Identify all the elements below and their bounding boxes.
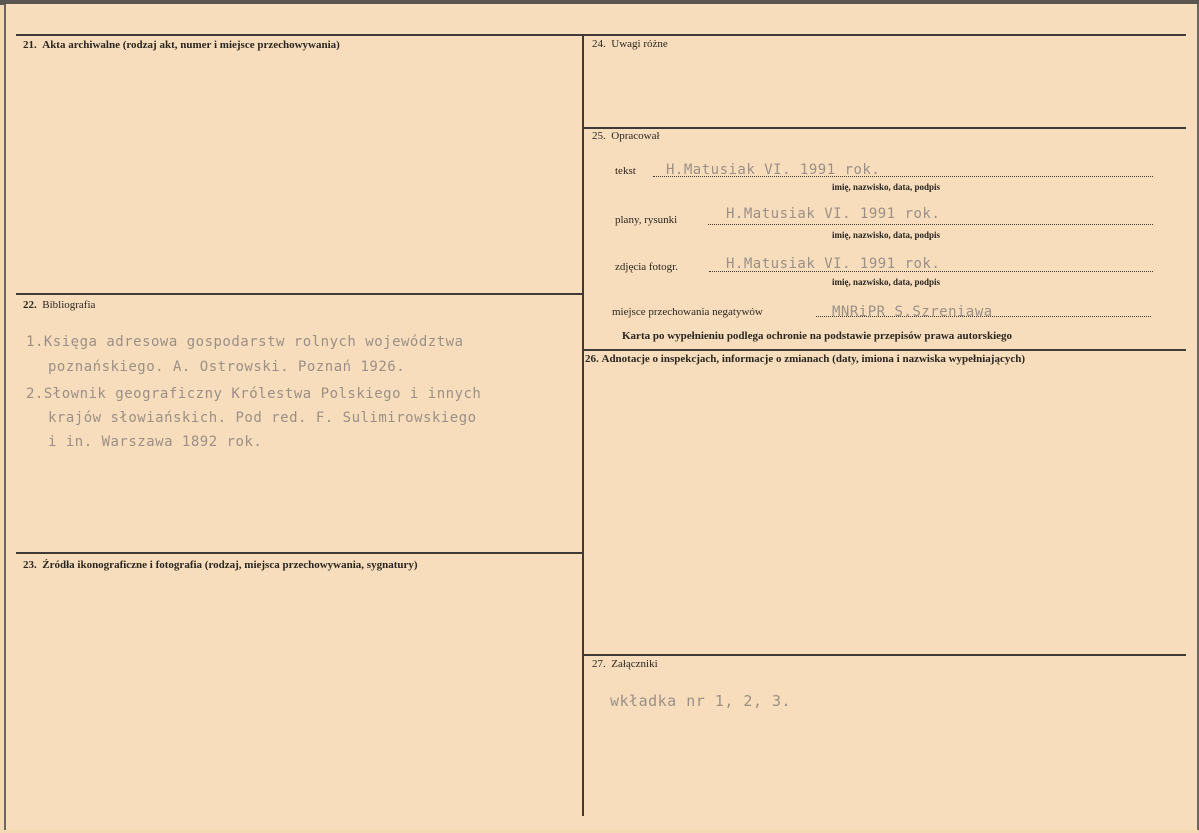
rule-22 <box>16 293 582 295</box>
bibliography-line-5: i in. Warszawa 1892 rok. <box>48 434 263 450</box>
zdjecia-caption: imię, nazwisko, data, podpis <box>832 277 941 287</box>
section-22-heading: 22. Bibliografia <box>23 299 96 311</box>
negatywy-value: MNRiPR S.Szreniawa <box>832 304 993 320</box>
tekst-caption: imię, nazwisko, data, podpis <box>832 182 941 192</box>
section-23-heading: 23. Źródła ikonograficzne i fotografia (rodzaj, miejsca przechowywania, sygnatury) <box>23 559 418 571</box>
section-24-heading: 24. Uwagi różne <box>592 38 668 50</box>
section-25-heading: 25. Opracował <box>592 130 660 142</box>
bibliography-line-4: krajów słowiańskich. Pod red. F. Sulimirowskiego <box>48 410 477 426</box>
column-divider <box>582 34 584 816</box>
top-rule <box>16 34 1186 36</box>
zdjecia-label: zdjęcia fotogr. <box>615 261 678 273</box>
plany-dotline <box>708 224 1153 225</box>
plany-value: H.Matusiak VI. 1991 rok. <box>726 206 941 222</box>
section-21-heading: 21. Akta archiwalne (rodzaj akt, numer i miejsce przechowywania) <box>23 39 340 51</box>
plany-label: plany, rysunki <box>615 214 678 226</box>
tekst-label: tekst <box>615 165 636 177</box>
rule-26 <box>584 349 1186 351</box>
rule-25 <box>584 127 1186 129</box>
bibliography-line-1: 1.Księga adresowa gospodarstw rolnych województwa <box>26 334 464 350</box>
section-27-heading: 27. Załączniki <box>592 658 658 670</box>
rule-23 <box>16 552 582 554</box>
section-26-heading: 26. Adnotacje o inspekcjach, informacje o zmianach (daty, imiona i nazwiska wypełniających) <box>585 353 1025 365</box>
rule-27 <box>584 654 1186 656</box>
tekst-value: H.Matusiak VI. 1991 rok. <box>666 162 881 178</box>
copyright-notice: Karta po wypełnieniu podlega ochronie na podstawie przepisów prawa autorskiego <box>622 330 1013 342</box>
zdjecia-value: H.Matusiak VI. 1991 rok. <box>726 256 941 272</box>
negatywy-label: miejsce przechowania negatywów <box>612 306 763 318</box>
record-card <box>4 4 1199 830</box>
attachments-value: wkładka nr 1, 2, 3. <box>610 692 792 710</box>
plany-caption: imię, nazwisko, data, podpis <box>832 230 941 240</box>
bibliography-line-2: poznańskiego. A. Ostrowski. Poznań 1926. <box>48 359 406 375</box>
bibliography-line-3: 2.Słownik geograficzny Królestwa Polskiego i innych <box>26 386 482 402</box>
